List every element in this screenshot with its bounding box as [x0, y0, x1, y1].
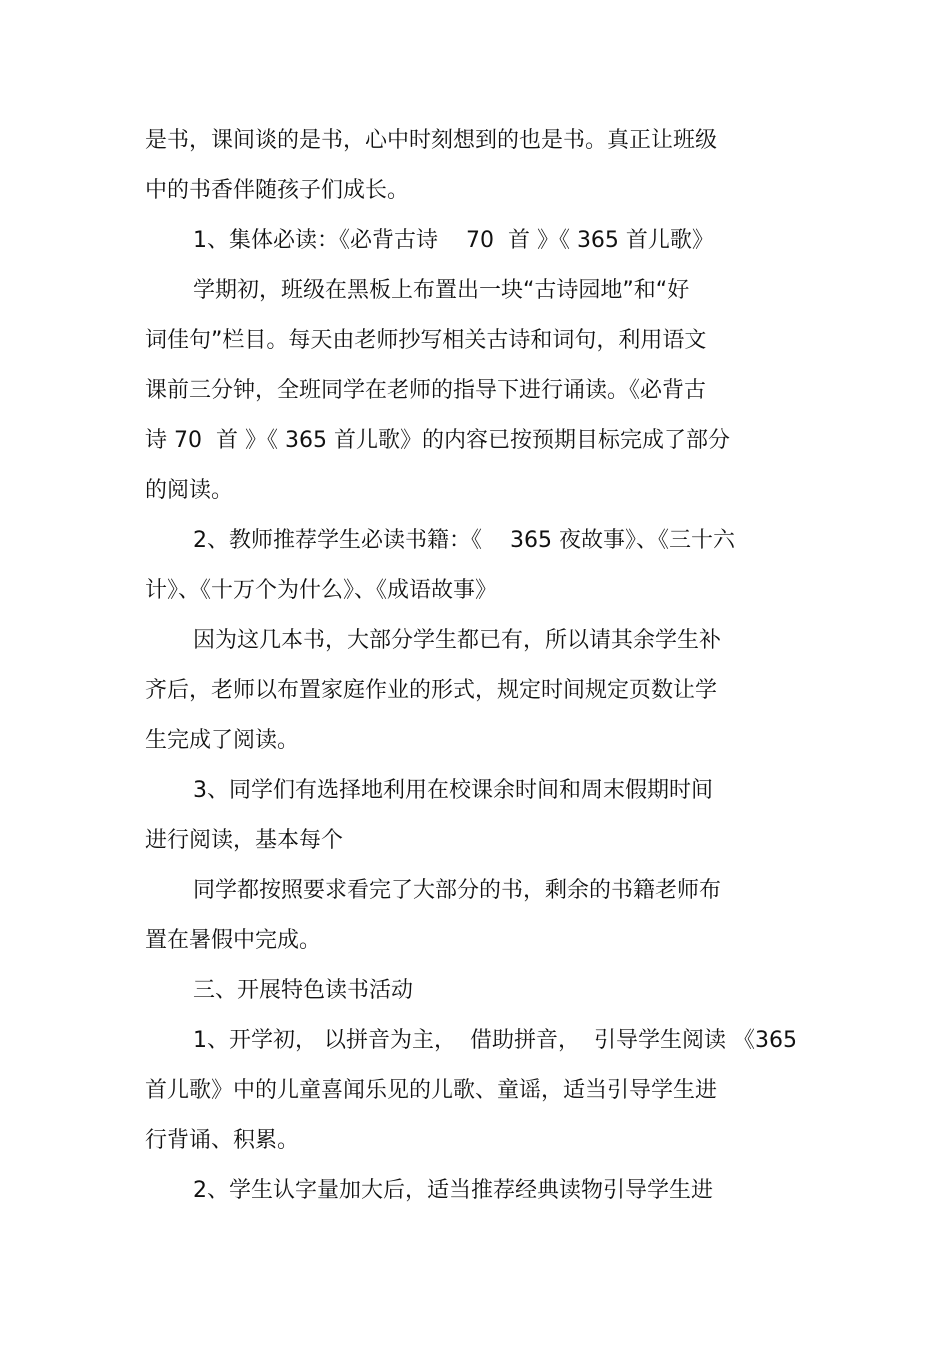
text-line: 的阅读。	[145, 478, 234, 503]
text-line: 首儿歌》中的儿童喜闻乐见的儿歌、童谣，适当引导学生进	[145, 1078, 718, 1103]
list-item-heading: 1、集体必读：《必背古诗 70 首 》《 365 首儿歌》	[193, 228, 714, 253]
text-line: 同学都按照要求看完了大部分的书，剩余的书籍老师布	[193, 878, 722, 903]
text-line: 诗 70 首 》《 365 首儿歌》的内容已按预期目标完成了部分	[145, 428, 730, 453]
section-heading: 三、开展特色读书活动	[193, 978, 414, 1003]
list-item-heading: 3、同学们有选择地利用在校课余时间和周末假期时间	[193, 778, 713, 803]
text-line: 置在暑假中完成。	[145, 928, 322, 953]
text-line: 词佳句”栏目。每天由老师抄写相关古诗和词句，利用语文	[145, 328, 707, 353]
text-line: 因为这几本书，大部分学生都已有，所以请其余学生补	[193, 628, 722, 653]
text-line: 生完成了阅读。	[145, 728, 300, 753]
text-line: 齐后，老师以布置家庭作业的形式，规定时间规定页数让学	[145, 678, 718, 703]
text-line: 进行阅读，基本每个	[145, 828, 344, 853]
text-line: 学期初，班级在黑板上布置出一块“古诗园地”和“好	[193, 278, 690, 303]
list-item-heading: 2、教师推荐学生必读书籍：《 365 夜故事》、《三十六	[193, 528, 735, 553]
text-line: 计》、《十万个为什么》、《成语故事》	[145, 578, 498, 603]
text-line: 是书，课间谈的是书，心中时刻想到的也是书。真正让班级	[145, 128, 718, 153]
list-item-heading: 2、学生认字量加大后，适当推荐经典读物引导学生进	[193, 1178, 713, 1203]
text-line: 中的书香伴随孩子们成长。	[145, 178, 410, 203]
text-line: 行背诵、积累。	[145, 1128, 300, 1153]
list-item-heading: 1、开学初， 以拼音为主， 借助拼音， 引导学生阅读 《365	[193, 1028, 797, 1053]
text-line: 课前三分钟，全班同学在老师的指导下进行诵读。《必背古	[145, 378, 707, 403]
